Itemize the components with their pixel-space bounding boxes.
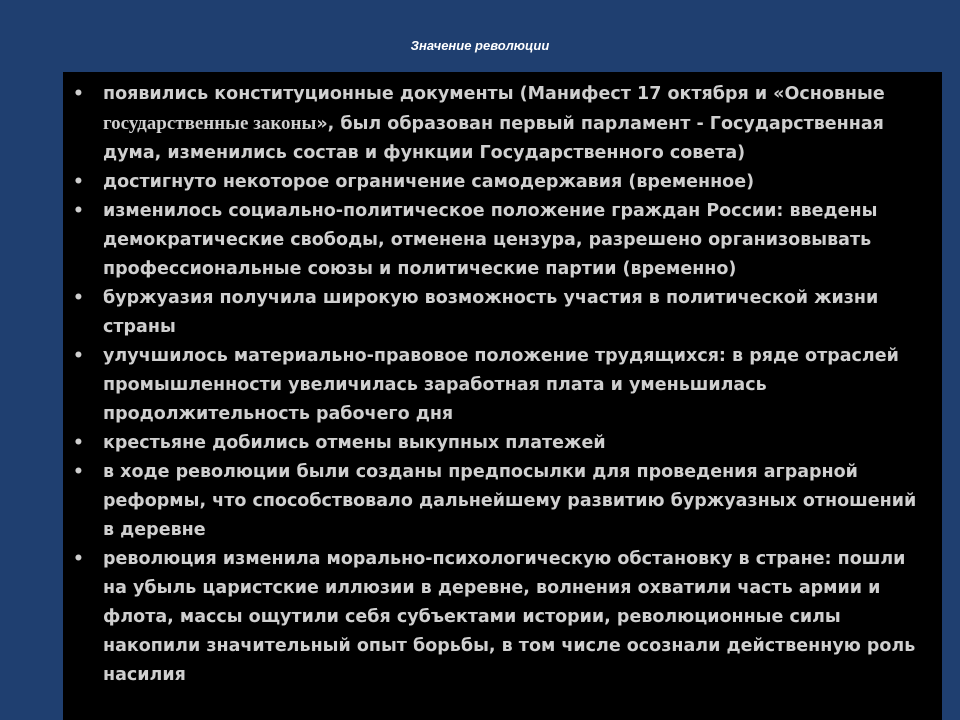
slide-title: Значение революции [410, 38, 550, 53]
bullet-text: улучшилось материально-правовое положение трудящихся: в ряде отраслей промышленности увеличилась заработная плата и уменьшилась продолжительность рабочего дня [103, 346, 899, 424]
bullet-text: буржуазия получила широкую возможность участия в политической жизни страны [103, 288, 879, 337]
bullet-dot-icon: • [73, 201, 84, 221]
bullet-item [73, 80, 930, 168]
bullet-dot-icon: • [73, 462, 84, 482]
bullet-text: крестьяне добились отмены выкупных платежей [103, 433, 606, 453]
bullet-dot-icon: • [73, 172, 84, 192]
bullet-text: достигнуто некоторое ограничение самодержавия (временное) [103, 172, 755, 192]
bullet-text: появились конституционные документы (Манифест 17 октября и «Основные [103, 84, 885, 104]
bullet-item [73, 458, 930, 545]
bullet-dot-icon: • [73, 433, 84, 453]
bullet-item [73, 429, 930, 458]
bullet-list [73, 80, 930, 690]
bullet-item [73, 197, 930, 284]
bullet-text-tail: », был образован первый парламент - Государственная дума, изменились состав и функции Государственного совета) [103, 114, 884, 163]
bullet-item [73, 168, 930, 197]
bullet-text-serif: государственные законы [103, 113, 317, 134]
bullet-dot-icon: • [73, 549, 84, 569]
bullet-item [73, 545, 930, 690]
bullet-item [73, 342, 930, 429]
bullet-dot-icon: • [73, 288, 84, 308]
content-box [63, 72, 942, 720]
bullet-text: революция изменила морально-психологическую обстановку в стране: пошли на убыль царистские иллюзии в деревне, волнения охватили часть армии и флота, массы ощутили себя субъектами истории, революционные силы накопили значительный опыт борьбы, в том числе осознали действенную роль насилия [103, 549, 916, 685]
bullet-text: в ходе революции были созданы предпосылки для проведения аграрной реформы, что способствовало дальнейшему развитию буржуазных отношений в деревне [103, 462, 917, 540]
bullet-item [73, 284, 930, 342]
bullet-dot-icon: • [73, 84, 84, 104]
bullet-text: изменилось социально-политическое положение граждан России: введены демократические свободы, отменена цензура, разрешено организовывать профессиональные союзы и политические партии (временно) [103, 201, 878, 279]
bullet-dot-icon: • [73, 346, 84, 366]
